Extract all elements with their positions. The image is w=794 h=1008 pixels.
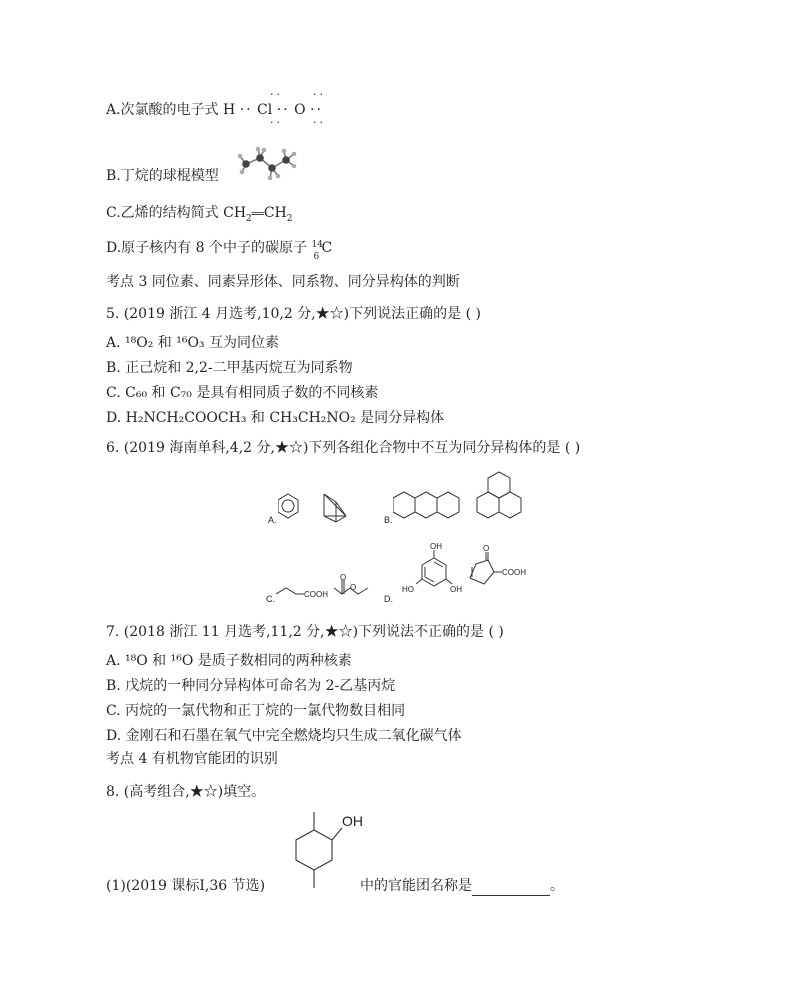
q4-option-d: [106, 238, 333, 262]
q5-option-b: B. 正己烷和 2,2-二甲基丙烷互为同系物: [106, 360, 353, 376]
q6-option-b-structures: [393, 470, 535, 532]
q4-option-b: [106, 166, 219, 186]
cl-atom: Cl: [257, 102, 273, 118]
atomic-number: 6: [313, 252, 320, 262]
nuclide-notation: [311, 240, 323, 262]
q6-stem: 6. (2019 海南单科,4,2 分,★☆)下列各组化合物中不互为同分异构体的是 ( ): [106, 440, 581, 456]
q6-option-a-structures: [278, 490, 358, 532]
formula-part: CH: [263, 205, 287, 221]
q7-option-d: D. 金刚石和石墨在氧气中完全燃烧均只生成二氧化碳气体: [106, 728, 462, 744]
cl-top-dots: ··: [270, 88, 283, 101]
q6-option-d-label: D.: [384, 594, 393, 604]
sub1-end: 。: [550, 878, 564, 894]
dot-pair: ··: [276, 102, 290, 118]
q8-sub-question-1: [106, 876, 564, 896]
q6-option-c-label: C.: [266, 594, 275, 604]
q7-option-b: B. 戊烷的一种同分异构体可命名为 2-乙基丙烷: [106, 678, 396, 694]
q6-option-d-structures: [394, 540, 554, 604]
q7-option-c: C. 丙烷的一氯代物和正丁烷的一氯代物数目相同: [106, 703, 406, 719]
option-a-label: A.次氯酸的电子式: [106, 102, 224, 118]
o-atom: O: [294, 102, 306, 118]
sub1-prefix: (1)(2019 课标Ⅰ,36 节选): [106, 878, 266, 894]
option-d-label: D.原子核内有 8 个中子的碳原子: [106, 240, 312, 256]
section-3-title: 考点 3 同位素、同素异形体、同系物、同分异构体的判断: [106, 274, 460, 290]
q5-stem: 5. (2019 浙江 4 月选考,10,2 分,★☆)下列说法正确的是 ( ): [106, 306, 481, 322]
q4-option-c: [106, 203, 292, 229]
q8-stem: 8. (高考组合,★☆)填空。: [106, 784, 266, 800]
section-4-title: 考点 4 有机物官能团的识别: [106, 751, 278, 767]
dot-pair: ··: [310, 102, 323, 118]
q7-stem: 7. (2018 浙江 11 月选考,11,2 分,★☆)下列说法不正确的是 ( ): [106, 624, 504, 640]
mass-number: 14: [311, 240, 323, 250]
oh-label: OH: [342, 813, 363, 829]
top-oh-label: OH: [430, 542, 442, 551]
double-bond: ══: [251, 209, 264, 220]
subscript: 2: [246, 213, 252, 224]
option-c-label: C.乙烯的结构简式: [106, 205, 224, 221]
ketone-o-label: O: [483, 544, 490, 553]
cl-bottom-dots: ··: [270, 116, 283, 129]
q5-option-a: A. ¹⁸O₂ 和 ¹⁶O₃ 互为同位素: [106, 335, 279, 351]
sub1-suffix: 中的官能团名称是: [360, 878, 472, 894]
q6-option-b-label: B.: [384, 515, 393, 525]
answer-blank[interactable]: [472, 881, 550, 896]
element-symbol: C: [321, 240, 333, 256]
ester-o-label: O: [350, 583, 357, 592]
q4-option-a: [106, 100, 323, 120]
q5-option-c: C. C₆₀ 和 C₇₀ 是具有相同质子数的不同核素: [106, 385, 379, 401]
q7-option-a: A. ¹⁸O 和 ¹⁶O 是质子数相同的两种核素: [106, 653, 352, 669]
carbonyl-o-label: O: [340, 574, 347, 582]
o-bottom-dots: ··: [313, 116, 326, 129]
left-ho-label: HO: [402, 585, 414, 594]
right-oh-label: OH: [450, 585, 462, 594]
dot-pair: ··: [239, 102, 253, 118]
cooh-label: COOH: [502, 568, 526, 577]
formula-part: CH: [223, 205, 247, 221]
q5-option-d: D. H₂NCH₂COOCH₃ 和 CH₃CH₂NO₂ 是同分异构体: [106, 410, 445, 426]
option-b-label: B.丁烷的球棍模型: [106, 168, 219, 184]
q6-option-c-structures: [276, 574, 386, 604]
o-top-dots: ··: [313, 88, 326, 101]
subscript: 2: [286, 213, 293, 224]
h-atom: H: [223, 102, 236, 118]
butane-ball-stick-model: [236, 144, 298, 184]
cooh-label: COOH: [304, 590, 328, 599]
q6-option-a-label: A.: [268, 515, 277, 525]
